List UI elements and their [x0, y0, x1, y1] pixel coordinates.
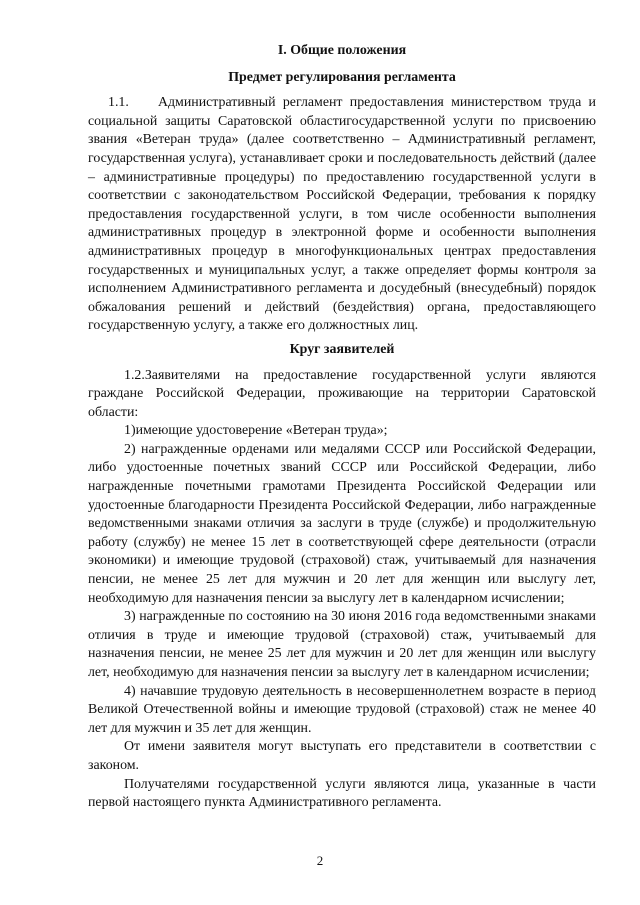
- page-number: 2: [316, 853, 324, 868]
- list-item-2: 2) награжденные орденами или медалями СССР или Российской Федерации, либо удостоенные почетных званий СССР или Российской Федерации, либо награжденные почетными грамотами Президента Российской Федерации или удостоенные благодарности Президента Российской Федерации, либо награжденные ведомственными знаками отличия за заслуги в труде (службе) и продолжительную работу (службу) не менее 15 лет в соответствующей сфере деятельности (отрасли экономики) и имеющие трудовой (страховой) стаж, учитываемый для назначения пенсии, не менее 25 лет для мужчин и 20 лет для женщин или выслугу лет, необходимую для назначения пенсии за выслугу лет в календарном исчислении;: [88, 441, 596, 606]
- paragraph-1-1: 1.1. Административный регламент предоставления министерством труда и социальной защиты Саратовской областигосударственной услуги по присвоению звания «Ветеран труда» (далее соответственно – Административный регламент, государственная услуга), устанавливает сроки и последовательность действий (далее – административные процедуры) по предоставлению государственной услуги в соответствии с законодательством Российской Федерации, требования к порядку предоставления государственной услуги, в том числе особенности выполнения административных процедур в электронной форме и особенности выполнения административных процедур в многофункциональных центрах предоставления государственных и муниципальных услуг, а также определяет формы контроля за исполнением Административного регламента и досудебный (внесудебный) порядок обжалования решений и действий (бездействия) органа, предоставляющего государственную услугу, а также его должностных лиц.: [88, 95, 596, 334]
- document-page: [88, 42, 596, 813]
- section-title: I. Общие положения: [277, 43, 407, 58]
- paragraph-recipients: Получателями государственной услуги являются лица, указанные в части первой настоящего пункта Административного регламента.: [88, 776, 596, 811]
- list-item-3: 3) награжденные по состоянию на 30 июня 2016 года ведомственными знаками отличия в труде и имеющие трудовой (страховой) стаж, учитываемый для назначения пенсии, не менее 25 лет для мужчин и 20 лет для женщин или выслугу лет, необходимую для назначения пенсии за выслугу лет в календарном исчислении;: [88, 609, 596, 680]
- list-item-1: 1)имеющие удостоверение «Ветеран труда»;: [124, 423, 388, 439]
- subsection-title-applicants: Круг заявителей: [289, 341, 395, 357]
- list-item-4: 4) начавшие трудовую деятельность в несовершеннолетнем возрасте в период Великой Отечественной войны и имеющие трудовой (страховой) стаж не менее 40 лет для мужчин и 35 лет для женщин.: [88, 683, 596, 736]
- paragraph-representatives: От имени заявителя могут выступать его представители в соответствии с законом.: [88, 739, 596, 773]
- paragraph-1-2: 1.2.Заявителями на предоставление государственной услуги являются граждане Российской Федерации, проживающие на территории Саратовской области:: [88, 367, 596, 420]
- subsection-title-regulation-subject: Предмет регулирования регламента: [228, 69, 456, 85]
